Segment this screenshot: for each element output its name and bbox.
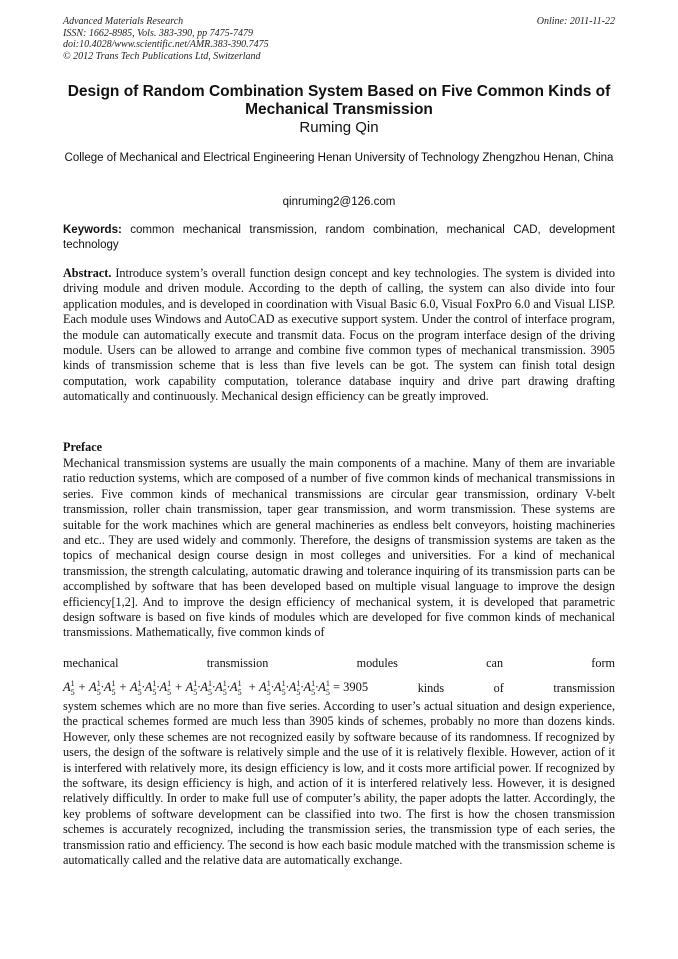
doi-line: doi:10.4028/www.scientific.net/AMR.383-390.7475	[63, 39, 269, 50]
spread-word: transmission	[206, 656, 269, 670]
spread-word: form	[591, 656, 615, 670]
spread-word: transmission	[553, 681, 615, 696]
preface-paragraph-2: system schemes which are no more than five series. According to user’s actual situation and design experience, the practical schemes formed are much less than 3905 kinds of schemes, probably no more than dozens kinds. However, only these schemes are not recognized easily by software because of its randomness. If recognized by users, the design of the software is relatively simple and the use of it is relatively flexible. However, action of it is interfered with relatively more, its design efficiency is low, and it costs more artificial power. If recognized by the software, its design efficiency is high, and action of it is interfered relatively less. However, it is designed relatively difficultly. In order to make full use of computer’s ability, the paper adopts the latter. Accordingly, the key problems of software development can be classified into two. The first is how the chosen transmission schemes is accurately recognized, including the transmission series, the transmission type of each series, the transmission ratio and efficiency. The second is how each basic module matched with the transmission scheme is automatically called and the relative data are automatically exchange.	[63, 699, 615, 868]
paper-title: Design of Random Combination System Based on Five Common Kinds of Mechanical Transmission	[67, 83, 611, 118]
abstract-text: Introduce system’s overall function design concept and key technologies. The system is divided into driving module and driven module. According to the depth of calling, the system can also divide into four application modules, and is developed in coordination with Visual Basic 6.0, Visual FoxPro 6.0 and Visual LISP. Each module uses Windows and AutoCAD as executive support system. Under the control of interface program, the module can automatically execute and transmit data. Focus on the program interface design of the driving module. Users can be allowed to arrange and combine five common types of mechanical transmission. 3905 kinds of transmission scheme that is less than five levels can be got. The system can finish total design computation, work capability computation, tolerance database inquiry and drive part drawing drafting automatically and continuously. Mechanical design efficiency can be greatly improved.	[63, 266, 615, 404]
keywords-label: Keywords:	[63, 224, 122, 236]
justified-line	[63, 656, 615, 671]
abstract	[63, 266, 615, 405]
online-date: Online: 2011-11-22	[536, 16, 615, 27]
spread-word: can	[486, 656, 504, 670]
keywords-text: common mechanical transmission, random combination, mechanical CAD, development technology	[63, 224, 615, 251]
keywords	[63, 223, 615, 253]
spread-word: of	[493, 681, 504, 696]
formula-result: = 3905	[332, 680, 369, 695]
permutation-formula: $A^1_5 + A^1_5\cdot A^1_5 + A^1_5\cdot A^1_5\cdot A^1_5 + A^1_5\cdot A^1_5\cdot A^1_5\cdot A^1_5 + A^1_5\cdot A^1_5\cdot A^1_5\cdot A^1_5\cdot A^1_5 = 3905$	[63, 679, 369, 697]
journal-header	[63, 16, 269, 62]
preface-paragraph-1: Mechanical transmission systems are usually the main components of a machine. Many of them are invariable ratio reduction systems, which are composed of a number of five common kinds of mechanical transmissions in series. Five common kinds of mechanical transmissions are circular gear transmission, ordinary V-belt transmission, roller chain transmission, taper gear transmission, and worm transmission. These systems are suitable for the work machines which are general machineries as endless belt conveyors, hoisting machineries and etc.. They are used widely and commonly. Therefore, the designs of transmission systems are taken as the topics of mechanical design course design in most colleges and universities. For a kind of mechanical transmission, the strength calculating, automatic drawing and tolerance inquiring of its transmission parts can be accomplished by software that has been developed based on multiple visual language to improve the design efficiency[1,2]. And to improve the design efficiency of mechanical system, it is developed that parametric design software is based on five kinds of modules which are developed for five common kinds of mechanical transmissions. Mathematically, five common kinds of	[63, 456, 615, 640]
author-email: qinruming2@126.com	[282, 196, 396, 208]
spread-word: mechanical	[63, 656, 119, 670]
affiliation: College of Mechanical and Electrical Engineering Henan University of Technology Zhengzhou Henan, China	[64, 152, 614, 164]
author-name: Ruming Qin	[299, 119, 379, 136]
spread-word: modules	[356, 656, 398, 670]
abstract-label: Abstract.	[63, 266, 112, 280]
copyright-line: © 2012 Trans Tech Publications Ltd, Switzerland	[63, 50, 261, 62]
preface-heading: Preface	[63, 440, 103, 454]
journal-name: Advanced Materials Research	[63, 16, 184, 27]
issn-line: ISSN: 1662-8985, Vols. 383-390, pp 7475-7479	[63, 27, 253, 39]
spread-word: kinds	[417, 681, 445, 696]
